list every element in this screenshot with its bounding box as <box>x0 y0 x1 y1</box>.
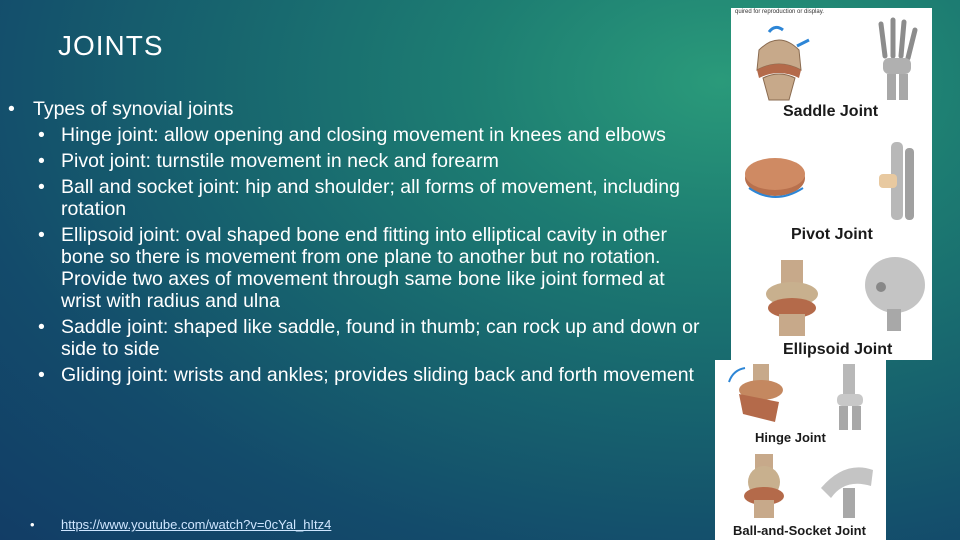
pivot-joint-illustration <box>737 148 817 208</box>
elbow-bones-illustration <box>871 138 926 223</box>
bullet-pivot <box>0 150 710 172</box>
joints-figure-panel-lower <box>715 360 886 540</box>
bullet-dot: • <box>38 364 45 386</box>
bullet-dot: • <box>38 124 45 146</box>
hand-skeleton-illustration <box>871 16 926 101</box>
hinge-joint-label: Hinge Joint <box>755 430 826 445</box>
bullet-types <box>0 98 710 120</box>
bullet-dot: • <box>38 224 45 246</box>
bullet-list <box>0 98 710 532</box>
bullet-dot: • <box>38 176 45 198</box>
saddle-joint-illustration <box>739 20 819 105</box>
bullet-text: Types of synovial joints <box>33 98 234 120</box>
bullet-text: Ball and socket joint: hip and shoulder; all forms of movement, including rotation <box>61 176 680 220</box>
bullet-text: Ellipsoid joint: oval shaped bone end fitting into elliptical cavity in other bone so there is movement from one plane to another but no rotation. Provide two axes of movement through same bone like joint formed at wrist with radius and ulna <box>61 224 667 312</box>
saddle-joint-label: Saddle Joint <box>783 103 879 120</box>
bullet-text: Gliding joint: wrists and ankles; provides sliding back and forth movement <box>61 364 694 386</box>
bullet-dot: • <box>30 517 35 532</box>
skull-illustration <box>859 253 929 333</box>
bullet-ball-socket <box>0 176 710 220</box>
bullet-dot: • <box>38 150 45 172</box>
bullet-dot: • <box>38 316 45 338</box>
bullet-text: Saddle joint: shaped like saddle, found in thumb; can rock up and down or side to side <box>61 316 700 360</box>
bullet-text: Hinge joint: allow opening and closing movement in knees and elbows <box>61 124 666 146</box>
link-row <box>0 514 331 536</box>
bullet-hinge <box>0 124 710 146</box>
bullet-saddle <box>0 316 710 360</box>
bullet-gliding <box>0 364 710 386</box>
youtube-link[interactable]: https://www.youtube.com/watch?v=0cYal_hItz4 <box>61 517 332 532</box>
slide-title: JOINTS <box>58 30 164 61</box>
bullet-ellipsoid <box>0 224 710 312</box>
bullet-dot: • <box>8 98 15 120</box>
figure-credit: quired for reproduction or display. <box>735 9 824 15</box>
pivot-joint-label: Pivot Joint <box>791 226 873 243</box>
arm-bones-illustration <box>819 362 879 432</box>
bullet-text: Pivot joint: turnstile movement in neck and forearm <box>61 150 499 172</box>
shoulder-bones-illustration <box>815 458 881 520</box>
ellipsoid-joint-label: Ellipsoid Joint <box>783 341 893 358</box>
ball-socket-joint-illustration <box>729 452 799 520</box>
hinge-joint-illustration <box>725 362 795 428</box>
joints-figure-panel <box>731 8 932 360</box>
ball-socket-joint-label: Ball-and-Socket Joint <box>733 523 866 538</box>
ellipsoid-joint-illustration <box>759 258 829 338</box>
